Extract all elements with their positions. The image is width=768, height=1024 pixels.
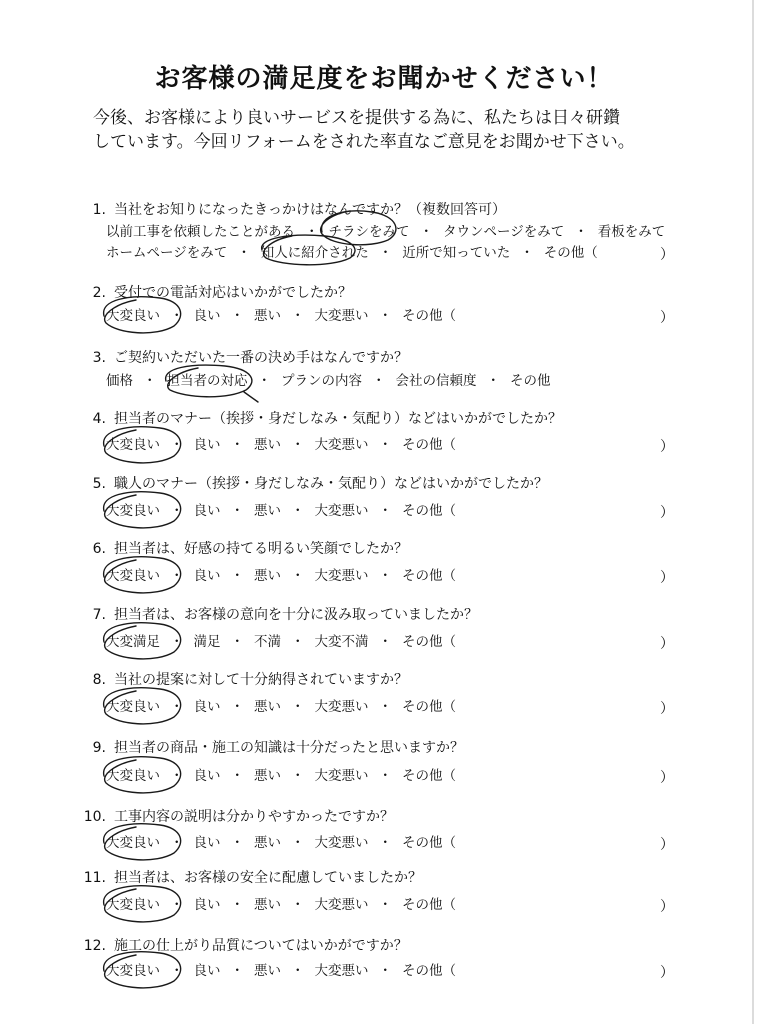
question-number: 2. bbox=[92, 285, 106, 301]
option-other[interactable]: その他（ bbox=[402, 568, 456, 584]
question-text: 当社をお知りになったきっかけはなんですか？（複数回答可） bbox=[114, 202, 506, 218]
intro-line-1: 今後、お客様により良いサービスを提供する為に、私たちは日々研鑽 bbox=[93, 108, 620, 128]
option-bad[interactable]: 悪い bbox=[254, 768, 281, 784]
page-title: お客様の満足度をお聞かせください！ bbox=[154, 64, 614, 94]
option-good[interactable]: 良い bbox=[193, 963, 221, 979]
question-number: 1. bbox=[92, 202, 106, 218]
option-bad[interactable]: 悪い bbox=[254, 437, 281, 453]
question-11-options: 大変良い ・ 良い ・ 悪い ・ 大変悪い ・ その他（ bbox=[106, 897, 456, 913]
option-plan-content[interactable]: プランの内容 bbox=[281, 373, 362, 389]
question-text: 担当者のマナー（挨拶・身だしなみ・気配り）などはいかがでしたか？ bbox=[114, 411, 562, 427]
option-bad[interactable]: 悪い bbox=[254, 568, 281, 584]
option-other[interactable]: その他（ bbox=[402, 897, 456, 913]
option-bad[interactable]: 悪い bbox=[254, 963, 281, 979]
question-text: ご契約いただいた一番の決め手はなんですか？ bbox=[114, 350, 408, 366]
question-6-options: 大変良い ・ 良い ・ 悪い ・ 大変悪い ・ その他（ bbox=[106, 568, 456, 584]
option-other[interactable]: その他（ bbox=[543, 245, 598, 261]
question-text: 担当者は、好感の持てる明るい笑顔でしたか？ bbox=[114, 541, 408, 557]
option-very-good[interactable]: 大変良い bbox=[106, 768, 160, 784]
option-good[interactable]: 良い bbox=[193, 699, 221, 715]
question-5-options: 大変良い ・ 良い ・ 悪い ・ 大変悪い ・ その他（ bbox=[106, 503, 456, 519]
close-paren: ） bbox=[660, 310, 674, 326]
close-paren: ） bbox=[660, 439, 674, 455]
question-number: 7. bbox=[92, 607, 106, 623]
option-other[interactable]: その他（ bbox=[402, 503, 456, 519]
question-7-options: 大変満足 ・ 満足 ・ 不満 ・ 大変不満 ・ その他（ bbox=[106, 634, 456, 650]
option-good[interactable]: 良い bbox=[193, 568, 221, 584]
question-5 bbox=[60, 475, 548, 493]
option-satisfied[interactable]: 満足 bbox=[193, 634, 221, 650]
option-bad[interactable]: 悪い bbox=[254, 835, 281, 851]
option-good[interactable]: 良い bbox=[193, 308, 221, 324]
question-4-options: 大変良い ・ 良い ・ 悪い ・ 大変悪い ・ その他（ bbox=[106, 437, 456, 453]
option-other[interactable]: その他（ bbox=[402, 963, 456, 979]
option-very-good[interactable]: 大変良い bbox=[106, 503, 160, 519]
option-company-trust[interactable]: 会社の信頼度 bbox=[395, 373, 477, 389]
option-very-bad[interactable]: 大変悪い bbox=[314, 768, 369, 784]
option-very-dissatisfied[interactable]: 大変不満 bbox=[314, 634, 369, 650]
close-paren: ） bbox=[660, 247, 674, 263]
option-very-bad[interactable]: 大変悪い bbox=[314, 308, 369, 324]
option-staff-response[interactable]: 担当者の対応 bbox=[166, 373, 248, 389]
question-11 bbox=[60, 869, 422, 887]
option-bad[interactable]: 悪い bbox=[254, 308, 281, 324]
option-bad[interactable]: 悪い bbox=[254, 699, 281, 715]
option-good[interactable]: 良い bbox=[193, 437, 221, 453]
question-text: 担当者は、お客様の意向を十分に汲み取っていましたか？ bbox=[114, 607, 478, 623]
question-text: 職人のマナー（挨拶・身だしなみ・気配り）などはいかがでしたか？ bbox=[114, 476, 548, 492]
option-town-page[interactable]: タウンページをみて bbox=[443, 224, 565, 240]
option-good[interactable]: 良い bbox=[193, 835, 221, 851]
option-very-bad[interactable]: 大変悪い bbox=[314, 503, 369, 519]
close-paren: ） bbox=[660, 837, 674, 853]
option-very-good[interactable]: 大変良い bbox=[106, 437, 160, 453]
question-text: 担当者は、お客様の安全に配慮していましたか？ bbox=[114, 870, 422, 886]
option-good[interactable]: 良い bbox=[193, 897, 221, 913]
question-2 bbox=[60, 284, 352, 302]
option-signboard[interactable]: 看板をみて bbox=[597, 224, 666, 240]
question-10 bbox=[60, 808, 394, 826]
option-other[interactable]: その他（ bbox=[402, 768, 456, 784]
option-very-bad[interactable]: 大変悪い bbox=[314, 963, 369, 979]
question-7 bbox=[60, 606, 478, 624]
option-flyer[interactable]: チラシをみて bbox=[328, 224, 410, 240]
option-homepage[interactable]: ホームページをみて bbox=[106, 245, 228, 261]
question-text: 施工の仕上がり品質についてはいかがですか？ bbox=[114, 938, 408, 954]
question-text: 工事内容の説明は分かりやすかったですか？ bbox=[114, 809, 394, 825]
question-number: 4. bbox=[92, 411, 106, 427]
option-other[interactable]: その他（ bbox=[402, 437, 456, 453]
option-other[interactable]: その他（ bbox=[402, 634, 456, 650]
question-number: 9. bbox=[92, 740, 106, 756]
question-1-options-line-1: 以前工事を依頼したことがある ・ チラシをみて ・ タウンページをみて ・ 看板をみて bbox=[106, 224, 666, 240]
option-other[interactable]: その他（ bbox=[402, 308, 456, 324]
question-number: 11. bbox=[83, 870, 106, 886]
close-paren: ） bbox=[660, 899, 674, 915]
question-number: 10. bbox=[83, 809, 106, 825]
question-1-options-line-2: ホームページをみて ・ 知人に紹介された ・ 近所で知っていた ・ その他（ bbox=[106, 245, 598, 261]
close-paren: ） bbox=[660, 965, 674, 981]
close-paren: ） bbox=[660, 701, 674, 717]
question-3-options: 価格 ・ 担当者の対応 ・ プランの内容 ・ 会社の信頼度 ・ その他 bbox=[106, 373, 551, 389]
option-very-good[interactable]: 大変良い bbox=[106, 835, 160, 851]
option-other[interactable]: その他（ bbox=[402, 835, 456, 851]
question-8 bbox=[60, 671, 408, 689]
option-very-bad[interactable]: 大変悪い bbox=[314, 835, 369, 851]
option-very-good[interactable]: 大変良い bbox=[106, 897, 160, 913]
option-very-bad[interactable]: 大変悪い bbox=[314, 437, 369, 453]
option-very-satisfied[interactable]: 大変満足 bbox=[106, 634, 160, 650]
page-edge-line bbox=[752, 0, 754, 1024]
option-price[interactable]: 価格 bbox=[106, 373, 133, 389]
question-2-options: 大変良い ・ 良い ・ 悪い ・ 大変悪い ・ その他（ bbox=[106, 308, 456, 324]
question-number: 12. bbox=[83, 938, 106, 954]
question-12-options: 大変良い ・ 良い ・ 悪い ・ 大変悪い ・ その他（ bbox=[106, 963, 456, 979]
option-very-good[interactable]: 大変良い bbox=[106, 963, 160, 979]
option-very-good[interactable]: 大変良い bbox=[106, 699, 160, 715]
question-10-options: 大変良い ・ 良い ・ 悪い ・ 大変悪い ・ その他（ bbox=[106, 835, 456, 851]
option-very-bad[interactable]: 大変悪い bbox=[314, 699, 369, 715]
option-good[interactable]: 良い bbox=[193, 768, 221, 784]
question-text: 受付での電話対応はいかがでしたか？ bbox=[114, 285, 352, 301]
question-9-options: 大変良い ・ 良い ・ 悪い ・ 大変悪い ・ その他（ bbox=[106, 768, 456, 784]
intro-line-2: しています。今回リフォームをされた率直なご意見をお聞かせ下さい。 bbox=[93, 132, 635, 152]
option-previous-work[interactable]: 以前工事を依頼したことがある bbox=[106, 224, 295, 240]
option-very-good[interactable]: 大変良い bbox=[106, 308, 160, 324]
question-text: 担当者の商品・施工の知識は十分だったと思いますか？ bbox=[114, 740, 464, 756]
question-3 bbox=[60, 349, 408, 367]
option-good[interactable]: 良い bbox=[193, 503, 221, 519]
option-very-bad[interactable]: 大変悪い bbox=[314, 897, 369, 913]
close-paren: ） bbox=[660, 636, 674, 652]
question-6 bbox=[60, 540, 408, 558]
option-very-good[interactable]: 大変良い bbox=[106, 568, 160, 584]
question-number: 6. bbox=[92, 541, 106, 557]
option-other[interactable]: その他（ bbox=[402, 699, 456, 715]
option-dissatisfied[interactable]: 不満 bbox=[254, 634, 281, 650]
question-number: 5. bbox=[92, 476, 106, 492]
option-bad[interactable]: 悪い bbox=[254, 503, 281, 519]
option-other[interactable]: その他 bbox=[510, 373, 551, 389]
question-8-options: 大変良い ・ 良い ・ 悪い ・ 大変悪い ・ その他（ bbox=[106, 699, 456, 715]
option-bad[interactable]: 悪い bbox=[254, 897, 281, 913]
close-paren: ） bbox=[660, 505, 674, 521]
question-text: 当社の提案に対して十分納得されていますか？ bbox=[114, 672, 408, 688]
question-1 bbox=[60, 201, 506, 219]
option-very-bad[interactable]: 大変悪い bbox=[314, 568, 369, 584]
question-9 bbox=[60, 739, 464, 757]
close-paren: ） bbox=[660, 770, 674, 786]
question-4 bbox=[60, 410, 562, 428]
question-number: 8. bbox=[92, 672, 106, 688]
option-friend-referral[interactable]: 知人に紹介された bbox=[260, 245, 369, 261]
option-neighborhood[interactable]: 近所で知っていた bbox=[402, 245, 511, 261]
close-paren: ） bbox=[660, 570, 674, 586]
question-12 bbox=[60, 937, 408, 955]
question-number: 3. bbox=[92, 350, 106, 366]
